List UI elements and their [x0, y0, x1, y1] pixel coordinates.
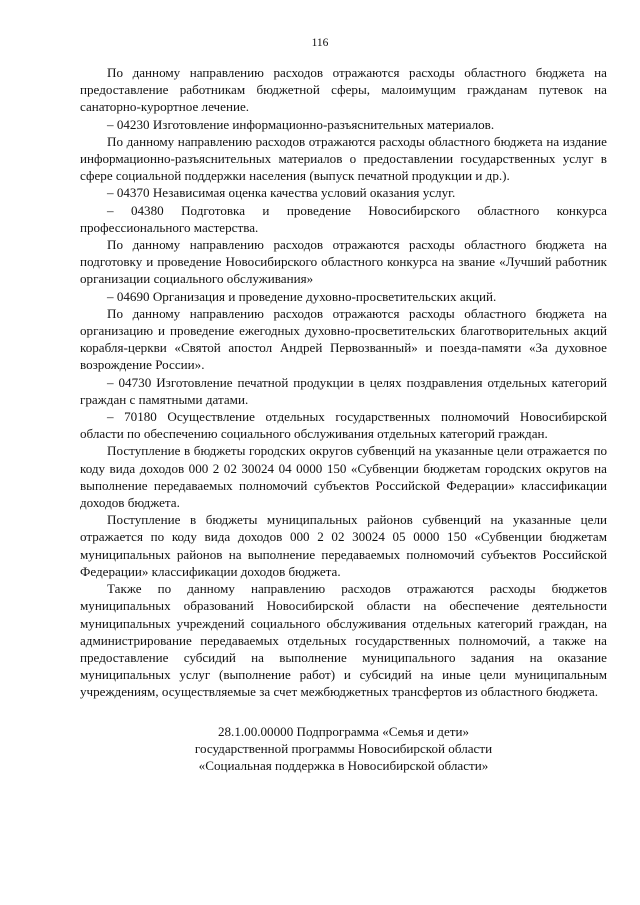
section-heading-line: «Социальная поддержка в Новосибирской области» [198, 757, 489, 773]
page-number: 116 [311, 37, 329, 49]
paragraph: Поступление в бюджеты городских округов субвенций на указанные цели отражается по коду вида доходов 000 2 02 30024 04 0000 150 «Субвенции бюджетам городских округов на выполнение передаваемых полномочий субъектов Российской Федерации» классификации доходов бюджета. [80, 443, 607, 511]
paragraph: Также по данному направлению расходов отражаются расходы бюджетов муниципальных образований Новосибирской области на обеспечение деятельности муниципальных учреждений социального обслуживания отдельных категорий граждан, на администрирование передаваемых отдельных государственных полномочий, а также на предоставление субсидий на выполнение муниципального задания на оказание муниципальных услуг (выполнение работ) и субсидий на иные цели муниципальным учреждениям, осуществляемые за счет межбюджетных трансфертов из областного бюджета. [80, 581, 607, 700]
paragraph: Поступление в бюджеты муниципальных районов субвенций на указанные цели отражается по коду вида доходов 000 2 02 30024 05 0000 150 «Субвенции бюджетам муниципальных районов на выполнение передаваемых полномочий субъектов Российской Федерации» классификации доходов бюджета. [80, 512, 607, 579]
paragraph: – 04370 Независимая оценка качества условий оказания услуг. [107, 185, 456, 201]
paragraph: По данному направлению расходов отражаются расходы областного бюджета на издание информационно-разъяснительных материалов о предоставлении государственных услуг в сфере социальной поддержки населения (выпуск печатной продукции и др.). [80, 133, 607, 184]
paragraph: – 04230 Изготовление информационно-разъяснительных материалов. [107, 116, 495, 132]
paragraph: По данному направлению расходов отражаются расходы областного бюджета на подготовку и проведение Новосибирского областного конкурса на звание «Лучший работник организации социального обслуживания» [80, 237, 607, 287]
paragraph: – 04730 Изготовление печатной продукции в целях поздравления отдельных категорий граждан с памятными датами. [80, 374, 607, 407]
section-heading [80, 723, 607, 775]
paragraph: – 70180 Осуществление отдельных государственных полномочий Новосибирской области по обеспечению социального обслуживания отдельных категорий граждан. [80, 409, 607, 442]
paragraph: По данному направлению расходов отражаются расходы областного бюджета на предоставление работникам бюджетной сферы, малоимущим гражданам путевок на санаторно-курортное лечение. [80, 65, 607, 115]
paragraph: – 04690 Организация и проведение духовно-просветительских акций. [107, 288, 497, 304]
document-body [80, 64, 607, 774]
paragraph: – 04380 Подготовка и проведение Новосибирского областного конкурса профессионального мастерства. [80, 202, 607, 235]
section-heading-line: 28.1.00.00000 Подпрограмма «Семья и дети» [217, 723, 470, 739]
paragraph: По данному направлению расходов отражаются расходы областного бюджета на организацию и проведение ежегодных духовно-просветительских благотворительных акций корабля-церкви «Святой апостол Андрей Первозванный» и поезда-памяти «За духовное возрождение России». [80, 305, 607, 373]
section-heading-line: государственной программы Новосибирской области [194, 740, 493, 756]
